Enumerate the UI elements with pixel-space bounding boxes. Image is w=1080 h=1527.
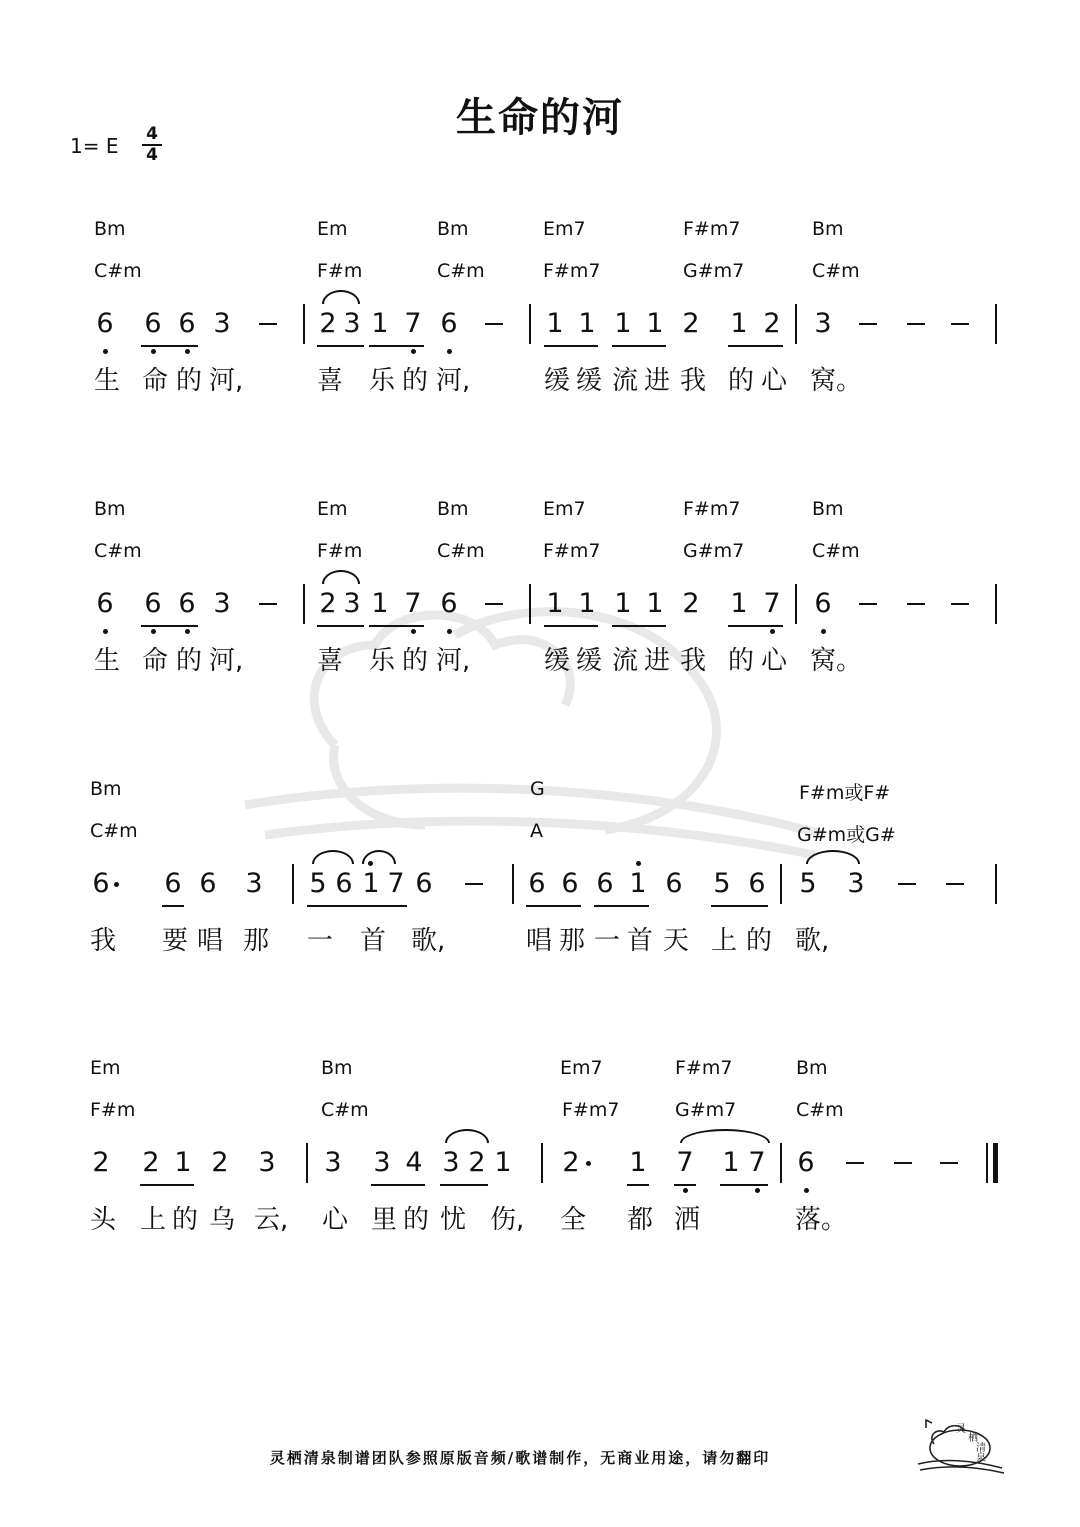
lyric: 的: [175, 646, 202, 676]
chord-bottom: C#m: [437, 260, 485, 282]
barline: [780, 864, 782, 904]
logo-char: 清: [976, 1443, 986, 1454]
beam-line: [526, 905, 581, 907]
note: 1: [646, 588, 664, 619]
lyric: 乌: [208, 1205, 235, 1235]
chord-bottom: F#m7: [562, 1099, 620, 1121]
note: 6: [814, 588, 832, 619]
barline: [303, 584, 305, 624]
beam-line: [594, 905, 649, 907]
low-octave-dot: [411, 349, 416, 354]
note: 1: [546, 588, 564, 619]
note: 3: [814, 308, 832, 339]
beam-line: [612, 625, 666, 627]
low-octave-dot: [151, 629, 156, 634]
lyric: 喜: [316, 646, 343, 676]
note: 2: [211, 1147, 229, 1178]
note: 7: [404, 588, 422, 619]
note: 6: [178, 308, 196, 339]
note: 1: [371, 588, 389, 619]
beam-line: [369, 345, 424, 347]
lyric: 一: [593, 926, 620, 956]
dash: [951, 603, 969, 605]
low-octave-dot: [447, 349, 452, 354]
dash: [485, 323, 503, 325]
note: 7: [748, 1147, 766, 1178]
note: 1: [494, 1147, 512, 1178]
chord-bottom: C#m: [94, 540, 142, 562]
low-octave-dot: [683, 1188, 688, 1193]
chord-bottom: C#m: [812, 260, 860, 282]
logo-char: 灵: [956, 1424, 966, 1435]
chord-top: F#m或F#: [799, 782, 891, 804]
chord-top: F#m7: [675, 1057, 733, 1079]
chord-top: Em: [317, 498, 348, 520]
note: 6: [748, 868, 766, 899]
low-octave-dot: [185, 629, 190, 634]
chord-bottom: F#m7: [543, 540, 601, 562]
barline: [303, 304, 305, 344]
lyric: 命: [141, 366, 168, 396]
note: 1: [362, 868, 380, 899]
low-octave-dot: [755, 1188, 760, 1193]
lyric: 的: [727, 646, 754, 676]
chord-bottom: C#m: [812, 540, 860, 562]
lyric: 心: [321, 1205, 348, 1235]
note: 5: [713, 868, 731, 899]
chord-top: Bm: [437, 218, 469, 240]
beam-line: [728, 625, 783, 627]
chord-bottom: A: [530, 820, 543, 842]
chord-bottom: G#m7: [683, 260, 745, 282]
note: 6: [164, 868, 182, 899]
note: 3: [324, 1147, 342, 1178]
note: 1: [371, 308, 389, 339]
lyric: 缓: [575, 646, 602, 676]
note: 6: [178, 588, 196, 619]
lyric: 生: [93, 646, 120, 676]
slur: [445, 1129, 489, 1143]
lyric: 的: [401, 366, 428, 396]
beam-line: [627, 1184, 649, 1186]
note: 6: [528, 868, 546, 899]
chord-top: G: [530, 778, 545, 800]
note: 2: [142, 1147, 160, 1178]
note: 4: [405, 1147, 423, 1178]
low-octave-dot: [411, 629, 416, 634]
lyric: 进: [643, 366, 670, 396]
logo-char: 泉: [976, 1453, 986, 1464]
chord-top: Bm: [437, 498, 469, 520]
lyric: 头: [89, 1205, 116, 1235]
lyric: 上: [710, 926, 737, 956]
note: 1: [614, 588, 632, 619]
note: 2: [92, 1147, 110, 1178]
beam-line: [544, 625, 598, 627]
note: 6: [96, 308, 114, 339]
high-octave-dot: [368, 861, 373, 866]
song-title: 生命的河: [456, 95, 624, 141]
barline: [541, 1143, 543, 1183]
beam-line: [317, 345, 364, 347]
note: 1: [730, 588, 748, 619]
note: 1: [730, 308, 748, 339]
chord-top: Bm: [90, 778, 122, 800]
note: 3: [245, 868, 263, 899]
note: 3: [213, 588, 231, 619]
note: 3: [847, 868, 865, 899]
barline: [995, 304, 997, 344]
chord-top: Em: [90, 1057, 121, 1079]
note: 6: [440, 588, 458, 619]
note: 3: [258, 1147, 276, 1178]
dash: [259, 603, 277, 605]
dash: [894, 1162, 912, 1164]
chord-top: Bm: [94, 218, 126, 240]
lyric: 那: [558, 926, 585, 956]
lyric: 伤,: [490, 1205, 525, 1235]
augmentation-dot: [586, 1161, 591, 1166]
note: 1: [546, 308, 564, 339]
time-numerator: 4: [146, 124, 158, 144]
lyric: 歌,: [795, 926, 830, 956]
chord-bottom: C#m: [94, 260, 142, 282]
lyric: 生: [93, 366, 120, 396]
beam-line: [140, 1184, 194, 1186]
beam-line: [674, 1184, 696, 1186]
note: 1: [578, 588, 596, 619]
dash: [951, 323, 969, 325]
note: 1: [578, 308, 596, 339]
lyric: 全: [559, 1205, 586, 1235]
barline: [306, 1143, 308, 1183]
chord-top: F#m7: [683, 218, 741, 240]
barline: [512, 864, 514, 904]
lyric: 歌,: [411, 926, 446, 956]
chord-top: Bm: [796, 1057, 828, 1079]
chord-top: Em: [317, 218, 348, 240]
dash: [859, 323, 877, 325]
barline: [995, 864, 997, 904]
chord-top: Bm: [812, 218, 844, 240]
note: 2: [468, 1147, 486, 1178]
time-signature: [142, 126, 162, 164]
note: 5: [309, 868, 327, 899]
note: 2: [763, 308, 781, 339]
chord-top: Bm: [321, 1057, 353, 1079]
chord-bottom: G#m7: [675, 1099, 737, 1121]
lyric: 缓: [575, 366, 602, 396]
lyric: 落。: [795, 1205, 848, 1235]
lyric: 心: [760, 366, 787, 396]
note: 2: [319, 308, 337, 339]
lyric: 心: [760, 646, 787, 676]
key-signature: 1= E: [70, 134, 119, 158]
lyric: 要: [161, 926, 188, 956]
dash: [259, 323, 277, 325]
low-octave-dot: [770, 629, 775, 634]
note: 3: [343, 308, 361, 339]
slur: [322, 290, 360, 304]
beam-line: [307, 905, 407, 907]
lyric: 流: [611, 366, 638, 396]
tie: [806, 850, 860, 864]
lyric: 河,: [436, 646, 471, 676]
beam-line: [544, 345, 598, 347]
note: 1: [629, 868, 647, 899]
chord-top: F#m7: [683, 498, 741, 520]
lyric: 的: [727, 366, 754, 396]
dash: [846, 1162, 864, 1164]
beam-line: [440, 1184, 488, 1186]
lyric: 我: [679, 366, 706, 396]
beam-line: [711, 905, 768, 907]
note: 6: [144, 308, 162, 339]
note: 6: [797, 1147, 815, 1178]
chord-top: Bm: [812, 498, 844, 520]
slur: [322, 570, 360, 584]
low-octave-dot: [821, 629, 826, 634]
staff-system-2: [0, 498, 1080, 688]
note: 6: [665, 868, 683, 899]
note: 7: [763, 588, 781, 619]
note: 2: [682, 308, 700, 339]
lyric: 河,: [209, 366, 244, 396]
chord-bottom: C#m: [796, 1099, 844, 1121]
barline: [995, 584, 997, 624]
lyric: 缓: [543, 646, 570, 676]
note: 6: [144, 588, 162, 619]
chord-bottom: G#m7: [683, 540, 745, 562]
note: 3: [213, 308, 231, 339]
lyric: 喜: [316, 366, 343, 396]
tie: [680, 1129, 770, 1143]
beam-line: [728, 345, 783, 347]
dash: [907, 323, 925, 325]
barline: [292, 864, 294, 904]
lyric: 一: [306, 926, 333, 956]
note: 6: [415, 868, 433, 899]
note: 6: [199, 868, 217, 899]
chord-bottom: C#m: [321, 1099, 369, 1121]
low-octave-dot: [447, 629, 452, 634]
barline: [795, 584, 797, 624]
lyric: 的: [401, 646, 428, 676]
beam-line: [612, 345, 666, 347]
barline: [795, 304, 797, 344]
high-octave-dot: [636, 861, 641, 866]
low-octave-dot: [103, 349, 108, 354]
logo-char: 栖: [968, 1433, 978, 1444]
low-octave-dot: [151, 349, 156, 354]
lyric: 窝。: [810, 366, 863, 396]
chord-bottom: F#m: [317, 540, 363, 562]
note: 6: [561, 868, 579, 899]
chord-bottom: G#m或G#: [797, 824, 896, 846]
staff-system-3: [0, 778, 1080, 968]
dash: [940, 1162, 958, 1164]
lyric: 首: [359, 926, 386, 956]
lyric: 的: [175, 366, 202, 396]
note: 6: [92, 868, 110, 899]
chord-top: Em7: [543, 498, 586, 520]
chord-bottom: F#m7: [543, 260, 601, 282]
note: 6: [335, 868, 353, 899]
lyric: 上: [139, 1205, 166, 1235]
note: 1: [646, 308, 664, 339]
beam-line: [369, 625, 424, 627]
staff-system-1: [0, 218, 1080, 408]
lyric: 河,: [436, 366, 471, 396]
barline: [780, 1143, 782, 1183]
note: 1: [174, 1147, 192, 1178]
note: 1: [629, 1147, 647, 1178]
chord-top: Em7: [560, 1057, 603, 1079]
lyric: 乐: [368, 646, 395, 676]
beam-line: [141, 345, 198, 347]
copyright-footer: 灵栖清泉制谱团队参照原版音频/歌谱制作，无商业用途，请勿翻印: [269, 1449, 771, 1467]
low-octave-dot: [804, 1188, 809, 1193]
final-barline-thick: [993, 1143, 998, 1183]
sheep-logo-icon: [912, 1418, 1008, 1474]
chord-bottom: C#m: [90, 820, 138, 842]
lyric: 唱: [525, 926, 552, 956]
lyric: 都: [626, 1205, 653, 1235]
lyric: 乐: [368, 366, 395, 396]
note: 1: [614, 308, 632, 339]
lyric: 天: [662, 926, 689, 956]
beam-line: [371, 1184, 425, 1186]
lyric: 的: [171, 1205, 198, 1235]
dash: [898, 883, 916, 885]
final-barline-thin: [986, 1143, 988, 1183]
chord-top: Em7: [543, 218, 586, 240]
lyric: 那: [242, 926, 269, 956]
lyric: 洒: [673, 1205, 700, 1235]
beam-line: [162, 905, 184, 907]
note: 5: [799, 868, 817, 899]
augmentation-dot: [114, 882, 119, 887]
barline: [529, 584, 531, 624]
note: 6: [96, 588, 114, 619]
beam-line: [720, 1184, 768, 1186]
time-denominator: 4: [146, 145, 158, 165]
beam-line: [317, 625, 364, 627]
note: 2: [682, 588, 700, 619]
lyric: 流: [611, 646, 638, 676]
note: 1: [722, 1147, 740, 1178]
lyric: 云,: [254, 1205, 289, 1235]
lyric: 的: [745, 926, 772, 956]
dash: [465, 883, 483, 885]
lyric: 唱: [196, 926, 223, 956]
lyric: 忧: [439, 1205, 466, 1235]
dash: [907, 603, 925, 605]
note: 2: [562, 1147, 580, 1178]
staff-system-4: [0, 1057, 1080, 1247]
dash: [485, 603, 503, 605]
lyric: 缓: [543, 366, 570, 396]
note: 2: [319, 588, 337, 619]
lyric: 首: [626, 926, 653, 956]
chord-bottom: F#m: [90, 1099, 136, 1121]
lyric: 的: [402, 1205, 429, 1235]
dash: [946, 883, 964, 885]
note: 7: [404, 308, 422, 339]
dash: [859, 603, 877, 605]
note: 3: [343, 588, 361, 619]
barline: [529, 304, 531, 344]
lyric: 河,: [209, 646, 244, 676]
low-octave-dot: [103, 629, 108, 634]
note: 7: [676, 1147, 694, 1178]
note: 3: [373, 1147, 391, 1178]
lyric: 我: [679, 646, 706, 676]
lyric: 进: [643, 646, 670, 676]
note: 7: [387, 868, 405, 899]
chord-bottom: C#m: [437, 540, 485, 562]
chord-top: Bm: [94, 498, 126, 520]
note: 6: [596, 868, 614, 899]
chord-bottom: F#m: [317, 260, 363, 282]
note: 6: [440, 308, 458, 339]
lyric: 我: [89, 926, 116, 956]
slur: [312, 850, 354, 864]
lyric: 窝。: [810, 646, 863, 676]
lyric: 里: [370, 1205, 397, 1235]
low-octave-dot: [185, 349, 190, 354]
beam-line: [141, 625, 198, 627]
note: 3: [442, 1147, 460, 1178]
lyric: 命: [141, 646, 168, 676]
